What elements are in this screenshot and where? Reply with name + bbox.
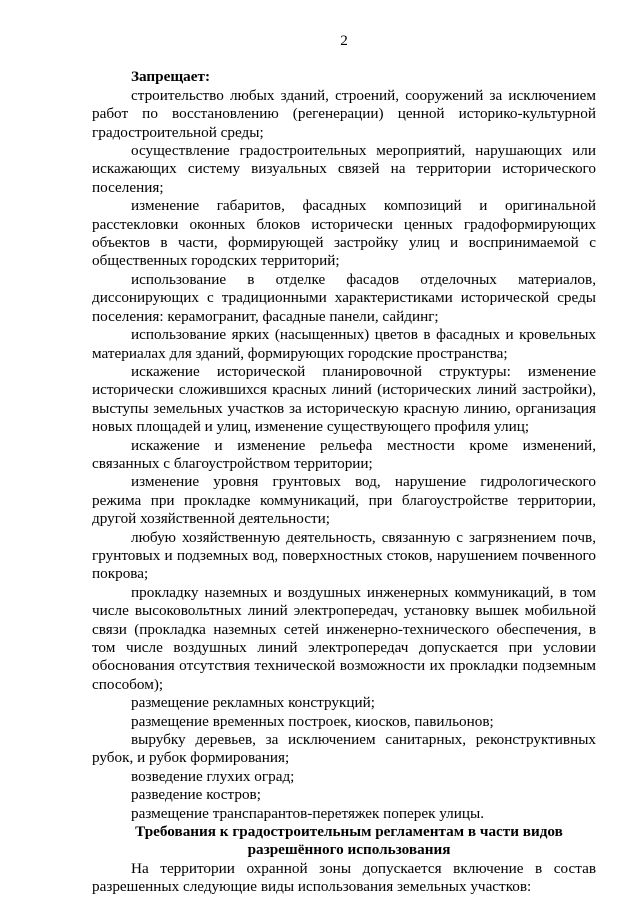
forbids-label: Запрещает: (131, 68, 211, 86)
paragraph-visual-links: осуществление градостроительных мероприятий, нарушающих или искажающих систему визуальных связей на территории исторического поселения; (92, 142, 596, 196)
section-heading-line1: Требования к градостроительным регламентам в части видов (135, 823, 563, 841)
paragraph-finishing-materials: использование в отделке фасадов отделочных материалов, диссонирующих с традиционными характеристиками исторической среды поселения: керамогранит, фасадные панели, сайдинг; (92, 270, 596, 325)
paragraph-banners: размещение транспарантов-перетяжек поперек улицы. (131, 804, 485, 822)
paragraph-construction: строительство любых зданий, строений, сооружений за исключением работ по восстановлению (регенерации) ценной историко-культурной градостроительной среды; (92, 86, 596, 141)
paragraph-relief: искажение и изменение рельефа местности кроме изменений, связанных с благоустройством территории; (92, 436, 596, 472)
paragraph-permitted-uses: На территории охранной зоны допускается включение в состав разрешенных следующие виды использования земельных участков: (92, 859, 596, 896)
paragraph-tree-felling: вырубку деревьев, за исключением санитарных, реконструктивных рубок, и рубок формирования; (92, 731, 596, 767)
paragraph-dimensions: изменение габаритов, фасадных композиций и оригинальной расстекловки оконных блоков исторически ценных градоформирующих объектов в части, формирующей застройку улиц и воспринимаемой с общественных городских территорий; (92, 197, 596, 270)
paragraph-fires: разведение костров; (131, 786, 261, 804)
paragraph-bright-colors: использование ярких (насыщенных) цветов в фасадных и кровельных материалах для зданий, формирующих городские пространства; (92, 326, 596, 362)
paragraph-fences: возведение глухих оград; (131, 767, 295, 785)
paragraph-temporary-buildings: размещение временных построек, киосков, павильонов; (131, 712, 494, 730)
paragraph-planning-structure: искажение исторической планировочной структуры: изменение исторически сложившихся красных линий (исторических линий застройки), выступы земельных участков за историческую красную линию, организация новых площадей и улиц, изменение существующего профиля улиц; (92, 362, 596, 436)
paragraph-groundwater: изменение уровня грунтовых вод, нарушение гидрологического режима при прокладке коммуникаций, при благоустройстве территории, другой хозяйственной деятельности; (92, 473, 596, 528)
paragraph-pollution: любую хозяйственную деятельность, связанную с загрязнением почв, грунтовых и подземных вод, поверхностных стоков, нарушением почвенного покрова; (92, 528, 596, 583)
paragraph-utilities: прокладку наземных и воздушных инженерных коммуникаций, в том числе высоковольтных линий электропередач, установку вышек мобильной связи (прокладка наземных сетей инженерно-технического обеспечения, в том числе воздушных линий электропередач допускается при условии обоснования отсутствия технической возможности их прокладки подземным способом); (92, 583, 596, 693)
section-heading-line2: разрешённого использования (247, 841, 451, 859)
page-number: 2 (340, 32, 348, 49)
paragraph-advertising: размещение рекламных конструкций; (131, 694, 375, 712)
